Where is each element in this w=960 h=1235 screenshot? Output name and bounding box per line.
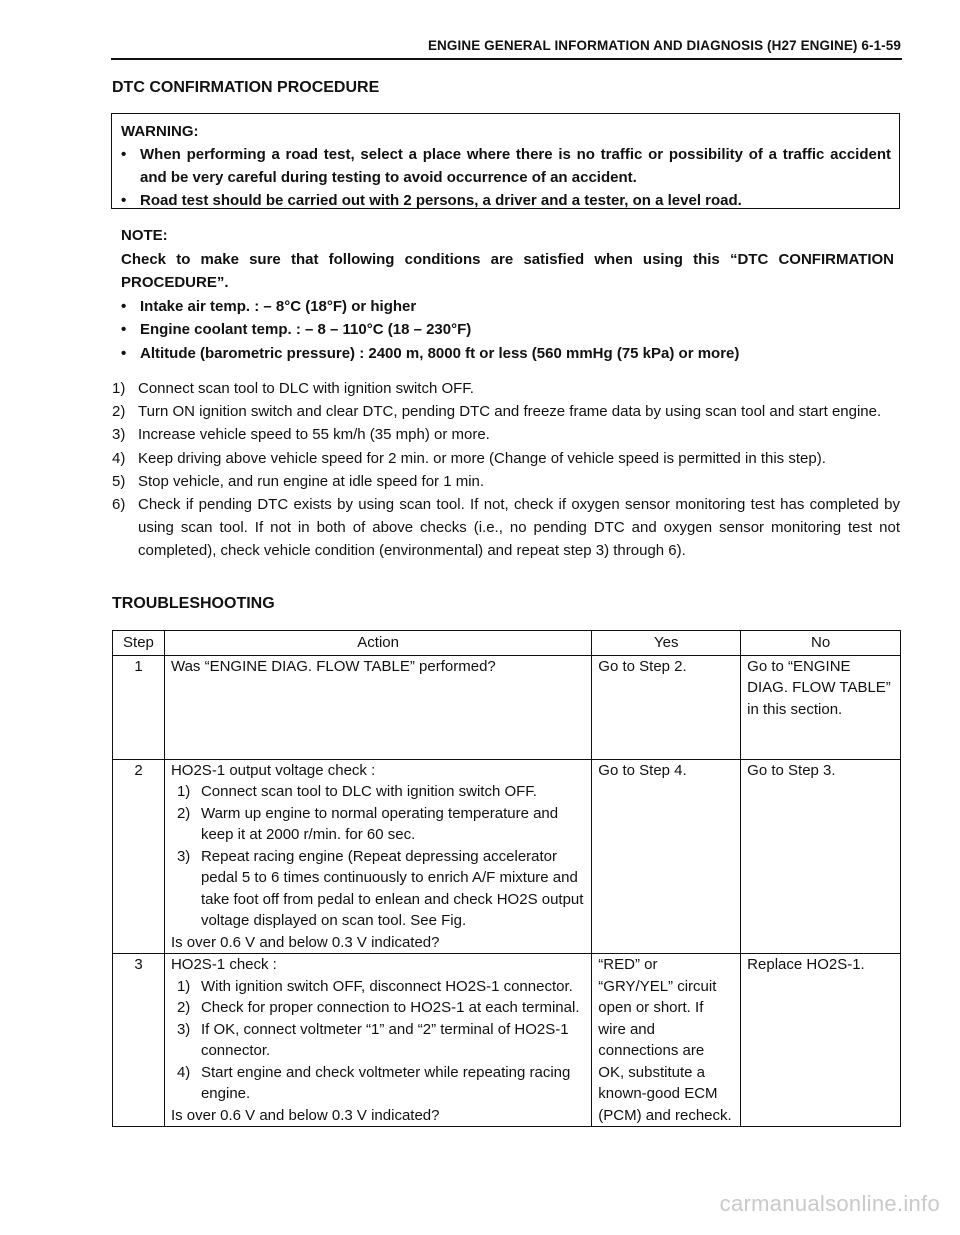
action-substep: 4) Start engine and check voltmeter while repeating racing engine. bbox=[176, 1063, 571, 1102]
no-cell: Replace HO2S-1. bbox=[741, 954, 901, 1127]
page-header-title: ENGINE GENERAL INFORMATION AND DIAGNOSIS (H27 ENGINE) 6-1-59 bbox=[427, 38, 901, 53]
bullet-dot-icon: • bbox=[121, 192, 127, 209]
note-label: NOTE: bbox=[121, 227, 168, 244]
step-cell: 3 bbox=[113, 954, 165, 1127]
bullet-dot-icon: • bbox=[121, 297, 127, 315]
warning-label: WARNING: bbox=[121, 123, 199, 140]
action-cell bbox=[164, 655, 591, 759]
action-title: HO2S-1 output voltage check : bbox=[170, 761, 376, 779]
action-title: Was “ENGINE DIAG. FLOW TABLE” performed? bbox=[170, 657, 496, 675]
note-intro: Check to make sure that following conditions are satisfied when using this “DTC CONFIRMATION PROCEDURE”. bbox=[121, 250, 894, 291]
warning-bullet: • Road test should be carried out with 2 persons, a driver and a tester, on a level road. bbox=[121, 189, 891, 212]
table-row bbox=[113, 759, 901, 954]
action-substep: 1) Connect scan tool to DLC with ignition switch OFF. bbox=[176, 783, 537, 800]
action-cell bbox=[164, 954, 591, 1127]
procedure-step: 6) Check if pending DTC exists by using scan tool. If not, check if oxygen sensor monitoring test has completed by using scan tool. If not in both of above checks (i.e., no pending DTC and oxygen sensor monitoring test not completed), check vehicle condition (environmental) and repeat step 3) through 6). bbox=[112, 496, 900, 560]
procedure-step: 2) Turn ON ignition switch and clear DTC, pending DTC and freeze frame data by using scan tool and start engine. bbox=[112, 403, 882, 421]
no-cell: Go to “ENGINE DIAG. FLOW TABLE” in this section. bbox=[741, 655, 901, 759]
table-row bbox=[113, 655, 901, 759]
col-header-action: Action bbox=[164, 631, 591, 656]
action-question: Is over 0.6 V and below 0.3 V indicated? bbox=[170, 933, 440, 951]
troubleshooting-heading: TROUBLESHOOTING bbox=[112, 595, 275, 612]
header-rule bbox=[111, 58, 902, 60]
table-header-row bbox=[113, 631, 901, 656]
yes-cell: Go to Step 2. bbox=[592, 655, 741, 759]
action-title: HO2S-1 check : bbox=[170, 956, 277, 973]
note-bullet: • Altitude (barometric pressure) : 2400 m, 8000 ft or less (560 mmHg (75 kPa) or more) bbox=[121, 342, 894, 366]
step-cell: 1 bbox=[113, 655, 165, 759]
note-bullet: • Engine coolant temp. : – 8 – 110°C (18 – 230°F) bbox=[121, 318, 894, 342]
bullet-dot-icon: • bbox=[121, 321, 127, 338]
action-substep: 3) If OK, connect voltmeter “1” and “2” terminal of HO2S-1 connector. bbox=[176, 1020, 569, 1059]
col-header-step: Step bbox=[113, 631, 165, 656]
procedure-steps bbox=[112, 377, 900, 563]
watermark-text: carmanualsonline.info bbox=[719, 1191, 940, 1216]
procedure-step: 3) Increase vehicle speed to 55 km/h (35 mph) or more. bbox=[112, 426, 490, 444]
note-block bbox=[121, 224, 894, 365]
dtc-confirmation-heading: DTC CONFIRMATION PROCEDURE bbox=[112, 79, 380, 96]
bullet-dot-icon: • bbox=[121, 146, 127, 163]
step-cell: 2 bbox=[113, 759, 165, 954]
action-substep: 2) Check for proper connection to HO2S-1 at each terminal. bbox=[176, 999, 580, 1016]
yes-cell: “RED” or “GRY/YEL” circuit open or short. If wire and connections are OK, substitute a known-good ECM (PCM) and recheck. bbox=[592, 954, 741, 1127]
procedure-step: 4) Keep driving above vehicle speed for 2 min. or more (Change of vehicle speed is permitted in this step). bbox=[112, 449, 826, 467]
note-bullet: • Intake air temp. : – 8°C (18°F) or higher bbox=[121, 295, 894, 319]
action-substep: 2) Warm up engine to normal operating temperature and keep it at 2000 r/min. for 60 sec. bbox=[176, 804, 559, 843]
table-row bbox=[113, 954, 901, 1127]
warning-box bbox=[111, 113, 900, 209]
action-substep: 3) Repeat racing engine (Repeat depressing accelerator pedal 5 to 6 times continuously to enrich A/F mixture and take foot off from pedal to enlean and check HO2S output voltage displayed on scan tool. See Fig. bbox=[176, 847, 584, 929]
col-header-yes: Yes bbox=[592, 631, 741, 656]
no-cell: Go to Step 3. bbox=[741, 759, 901, 954]
procedure-step: 5) Stop vehicle, and run engine at idle speed for 1 min. bbox=[112, 472, 485, 490]
action-substep: 1) With ignition switch OFF, disconnect HO2S-1 connector. bbox=[176, 977, 573, 995]
action-cell bbox=[164, 759, 591, 954]
yes-cell: Go to Step 4. bbox=[592, 759, 741, 954]
bullet-dot-icon: • bbox=[121, 344, 127, 362]
procedure-step: 1) Connect scan tool to DLC with ignition switch OFF. bbox=[112, 380, 474, 397]
action-question: Is over 0.6 V and below 0.3 V indicated? bbox=[170, 1106, 440, 1124]
troubleshooting-table bbox=[112, 630, 901, 1127]
warning-bullet: • When performing a road test, select a place where there is no traffic or possibility of a traffic accident and be very careful during testing to avoid occurrence of an accident. bbox=[121, 143, 891, 189]
col-header-no: No bbox=[741, 631, 901, 656]
